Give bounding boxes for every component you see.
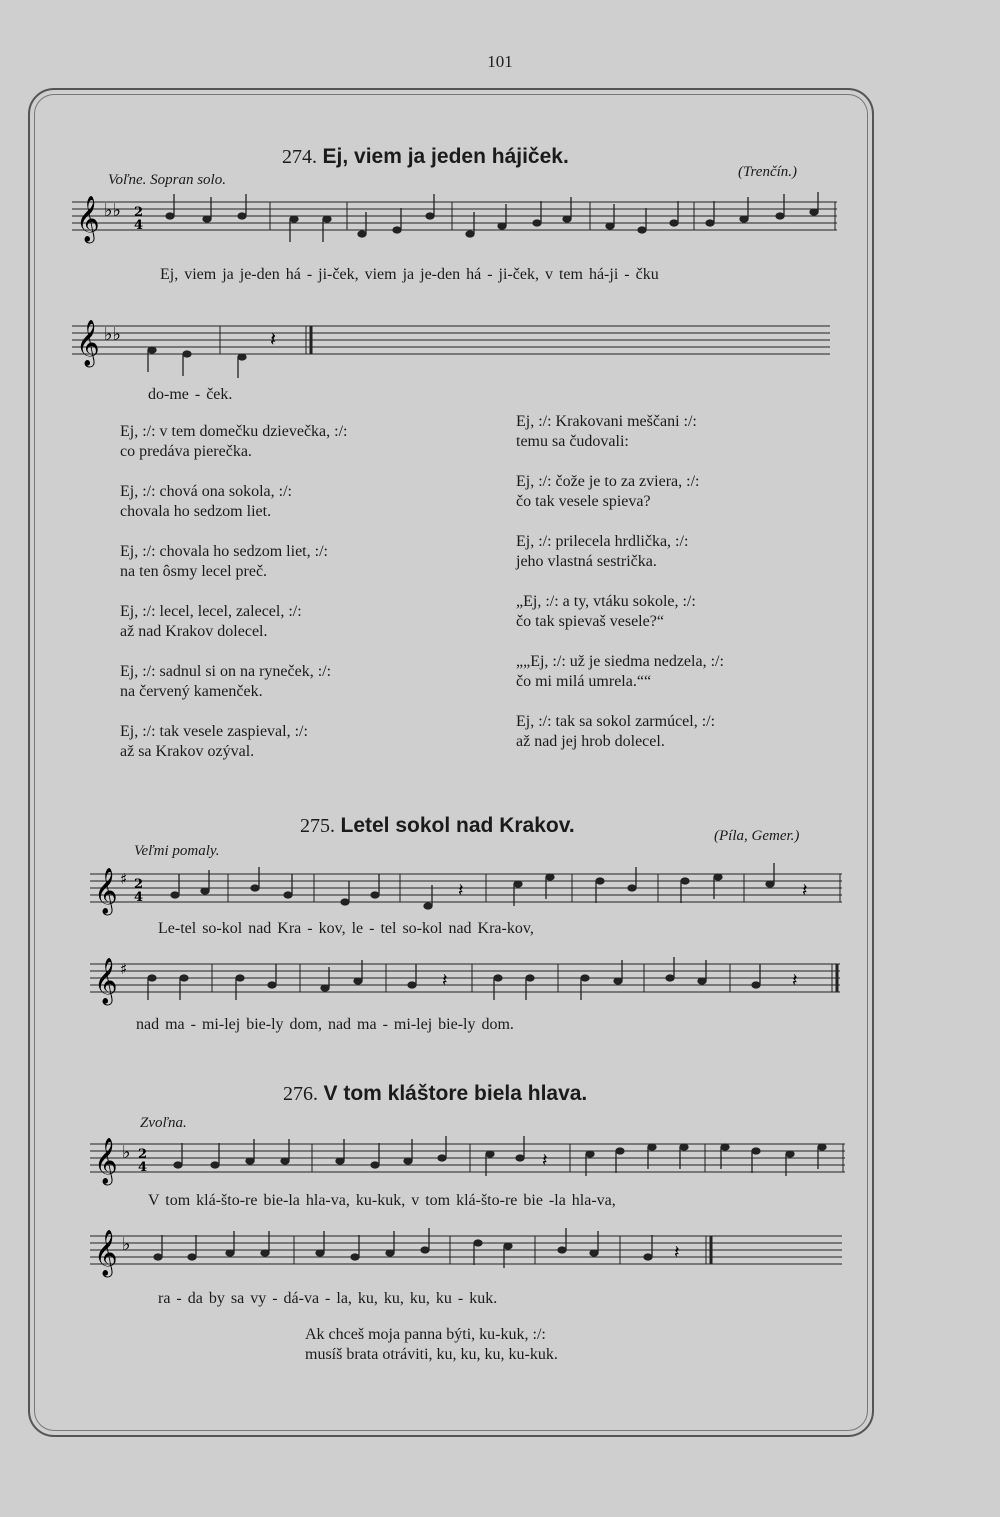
svg-text:𝄽: 𝄽 — [270, 327, 277, 351]
origin-275: (Píla, Gemer.) — [714, 828, 800, 844]
svg-text:𝄞: 𝄞 — [94, 1230, 118, 1276]
svg-text:𝄽: 𝄽 — [458, 880, 464, 901]
svg-text:♭: ♭ — [122, 1142, 131, 1163]
svg-text:𝄞: 𝄞 — [76, 196, 100, 242]
svg-text:𝄞: 𝄞 — [94, 1138, 118, 1184]
svg-text:2: 2 — [134, 877, 144, 892]
lyrics-276-line1: V tom klá-što-re bie-la hla-va, ku-kuk, v tom klá-što-re bie -la hla-va, — [148, 1192, 616, 1209]
song-title-276: 276. V tom kláštore biela hlava. — [283, 1082, 588, 1105]
music-staff-276-2 — [80, 1222, 850, 1282]
svg-text:4: 4 — [138, 1160, 148, 1175]
origin-274: (Trenčín.) — [738, 164, 798, 180]
tempo-274: Voľne. Sopran solo. — [108, 172, 226, 188]
verse-stanza: Ej, :/: tak vesele zaspieval, :/: až sa Krakov ozýval. — [120, 723, 308, 760]
music-staff-275-1 — [80, 860, 850, 920]
verse-stanza: Ej, :/: lecel, lecel, zalecel, :/: až nad Krakov dolecel. — [120, 603, 302, 640]
page-number: 101 — [487, 52, 513, 71]
svg-text:𝄞: 𝄞 — [76, 320, 100, 366]
verse-stanza: Ej, :/: v tem domečku dzievečka, :/: co predáva pierečka. — [120, 423, 348, 460]
verse-stanza: „Ej, :/: a ty, vtáku sokole, :/: čo tak spievaš vesele?“ — [516, 593, 696, 630]
verse-276: Ak chceš moja panna býti, ku-kuk, :/: musíš brata otráviti, ku, ku, ku, ku-kuk. — [305, 1326, 558, 1363]
verses-274-right — [516, 412, 724, 752]
lyrics-275-line1: Le-tel so-kol nad Kra - kov, le - tel so-kol nad Kra-kov, — [158, 920, 534, 937]
svg-text:4: 4 — [134, 218, 144, 233]
svg-text:𝄽: 𝄽 — [802, 880, 808, 901]
verse-stanza: „„Ej, :/: už je siedma nedzela, :/: čo mi milá umrela.““ — [516, 653, 724, 690]
verse-stanza: Ej, :/: chovala ho sedzom liet, :/: na ten ôsmy lecel preč. — [120, 543, 328, 580]
verses-274-left — [120, 422, 347, 762]
music-staff-274-1 — [62, 192, 842, 262]
svg-text:2: 2 — [134, 205, 144, 220]
verse-stanza: Ej, :/: čože je to za zviera, :/: čo tak vesele spieva? — [516, 473, 700, 510]
music-staff-274-2 — [62, 312, 842, 382]
music-staff-275-2 — [80, 950, 850, 1010]
verse-stanza: Ej, :/: tak sa sokol zarmúcel, :/: až nad jej hrob dolecel. — [516, 713, 716, 750]
svg-text:♯: ♯ — [120, 870, 128, 888]
verse-stanza: Ej, :/: sadnul si on na ryneček, :/: na červený kamenček. — [120, 663, 332, 700]
verse-stanza: Ej, :/: prilecela hrdlička, :/: jeho vlastná sestrička. — [516, 533, 689, 570]
svg-text:𝄽: 𝄽 — [674, 1242, 680, 1263]
song-title-275: 275. Letel sokol nad Krakov. — [300, 814, 575, 837]
lyrics-276-line2: ra - da by sa vy - dá-va - la, ku, ku, ku, ku - kuk. — [158, 1290, 498, 1307]
svg-text:♭♭: ♭♭ — [104, 200, 121, 221]
svg-text:𝄞: 𝄞 — [94, 868, 118, 914]
tempo-275: Veľmi pomaly. — [134, 843, 220, 859]
svg-text:𝄽: 𝄽 — [442, 970, 448, 991]
lyrics-274-line1: Ej, viem ja je-den há - ji-ček, viem ja je-den há - ji-ček, v tem há-ji - čku — [160, 266, 659, 283]
lyrics-275-line2: nad ma - mi-lej bie-ly dom, nad ma - mi-lej bie-ly dom. — [136, 1016, 514, 1033]
song-title-274: 274. Ej, viem ja jeden hájiček. — [282, 145, 569, 168]
svg-text:4: 4 — [134, 890, 144, 905]
svg-text:𝄽: 𝄽 — [792, 970, 798, 991]
svg-text:2: 2 — [138, 1147, 148, 1162]
music-staff-276-1 — [80, 1130, 850, 1190]
svg-text:♯: ♯ — [120, 960, 128, 978]
verse-stanza: Ej, :/: Krakovani meščani :/: temu sa čudovali: — [516, 413, 697, 450]
svg-text:𝄞: 𝄞 — [94, 958, 118, 1004]
svg-text:♭♭: ♭♭ — [104, 324, 121, 345]
tempo-276: Zvoľna. — [140, 1115, 187, 1131]
lyrics-274-line2: do-me - ček. — [148, 386, 233, 403]
svg-text:𝄽: 𝄽 — [542, 1150, 548, 1171]
verse-stanza: Ej, :/: chová ona sokola, :/: chovala ho sedzom liet. — [120, 483, 292, 520]
svg-text:♭: ♭ — [122, 1234, 131, 1255]
